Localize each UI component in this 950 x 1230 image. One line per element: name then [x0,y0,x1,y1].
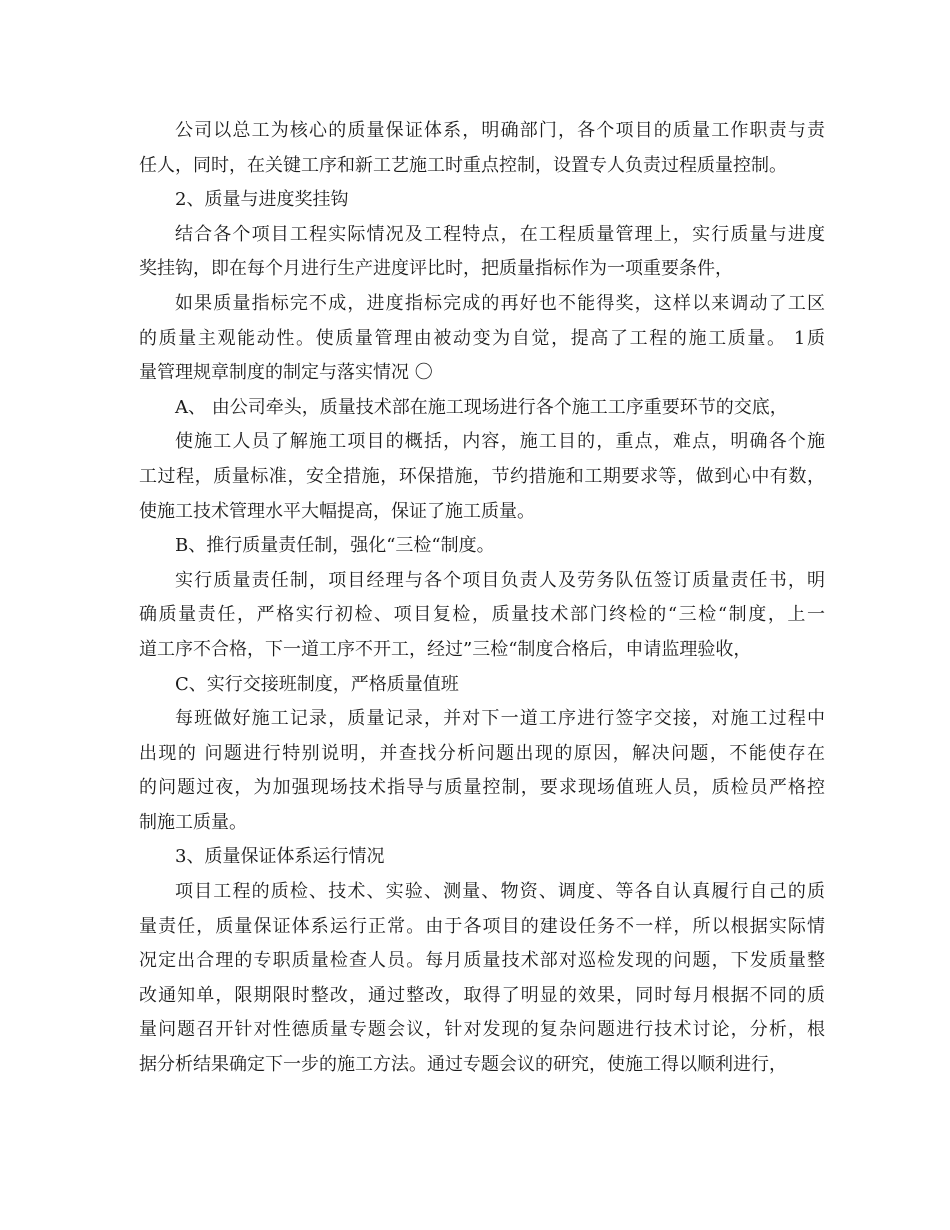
text-line: 如果质量指标完不成，进度指标完成的再好也不能得奖，这样以来调动了工区 [175,292,825,314]
text-line: 制施工质量。 [139,811,247,833]
text-line: 使施工人员了解施工项目的概括，内容，施工目的，重点，难点，明确各个施 [175,431,825,453]
text-line: 道工序不合格，下一道工序不开工，经过”三检“制度合格后，申请监理验收， [139,638,752,660]
text-line: 每班做好施工记录，质量记录，并对下一道工序进行签字交接，对施工过程中 [175,708,825,730]
text-line: 量责任，质量保证体系运行正常。由于各项目的建设任务不一样，所以根据实际情 [139,915,825,937]
text-line: 结合各个项目工程实际情况及工程特点，在工程质量管理上，实行质量与进度 [175,223,825,245]
text-line: 确质量责任，严格实行初检、项目复检，质量技术部门终检的“三检“制度，上一 [139,604,825,626]
text-line: 据分析结果确定下一步的施工方法。通过专题会议的研究，使施工得以顺利进行， [139,1054,787,1076]
text-line: 量问题召开针对性德质量专题会议，针对发现的复杂问题进行技术讨论，分析，根 [139,1019,825,1041]
text-line: 3、质量保证体系运行情况 [175,846,385,868]
text-line: A、 由公司牵头，质量技术部在施工现场进行各个施工工序重要环节的交底， [175,396,788,418]
text-line: 实行质量责任制，项目经理与各个项目负责人及劳务队伍签订质量责任书，明 [175,569,825,591]
document-body [139,114,825,1083]
text-line: 奖挂钩，即在每个月进行生产进度评比时，把质量指标作为一项重要条件， [139,258,733,280]
text-line: C、实行交接班制度，严格质量值班 [175,673,459,695]
text-line: 使施工技术管理水平大幅提高，保证了施工质量。 [139,500,535,522]
text-line: 量管理规章制度的制定与落实情况 〇 [139,362,433,384]
text-line: 出现的 问题进行特别说明，并查找分析问题出现的原因，解决问题，不能使存在 [139,742,825,764]
text-line: 的问题过夜，为加强现场技术指导与质量控制，要求现场值班人员，质检员严格控 [139,777,825,799]
text-line: 改通知单，限期限时整改，通过整改，取得了明显的效果，同时每月根据不同的质 [139,984,825,1006]
text-line: 工过程，质量标准，安全措施，环保措施，节约措施和工期要求等，做到心中有数， [139,465,825,487]
text-line: B、推行质量责任制，强化“三检“制度。 [175,535,495,557]
text-line: 2、质量与进度奖挂钩 [175,189,349,211]
text-line: 公司以总工为核心的质量保证体系，明确部门，各个项目的质量工作职责与责 [175,120,825,141]
text-line: 任人，同时，在关键工序和新工艺施工时重点控制，设置专人负责过程质量控制。 [139,154,787,176]
text-line: 项目工程的质检、技术、实验、测量、物资、调度、等各自认真履行自己的质 [175,881,825,903]
text-line: 况定出合理的专职质量检查人员。每月质量技术部对巡检发现的问题，下发质量整 [139,950,825,972]
text-line: 的质量主观能动性。使质量管理由被动变为自觉，提高了工程的施工质量。 1质 [139,327,825,349]
